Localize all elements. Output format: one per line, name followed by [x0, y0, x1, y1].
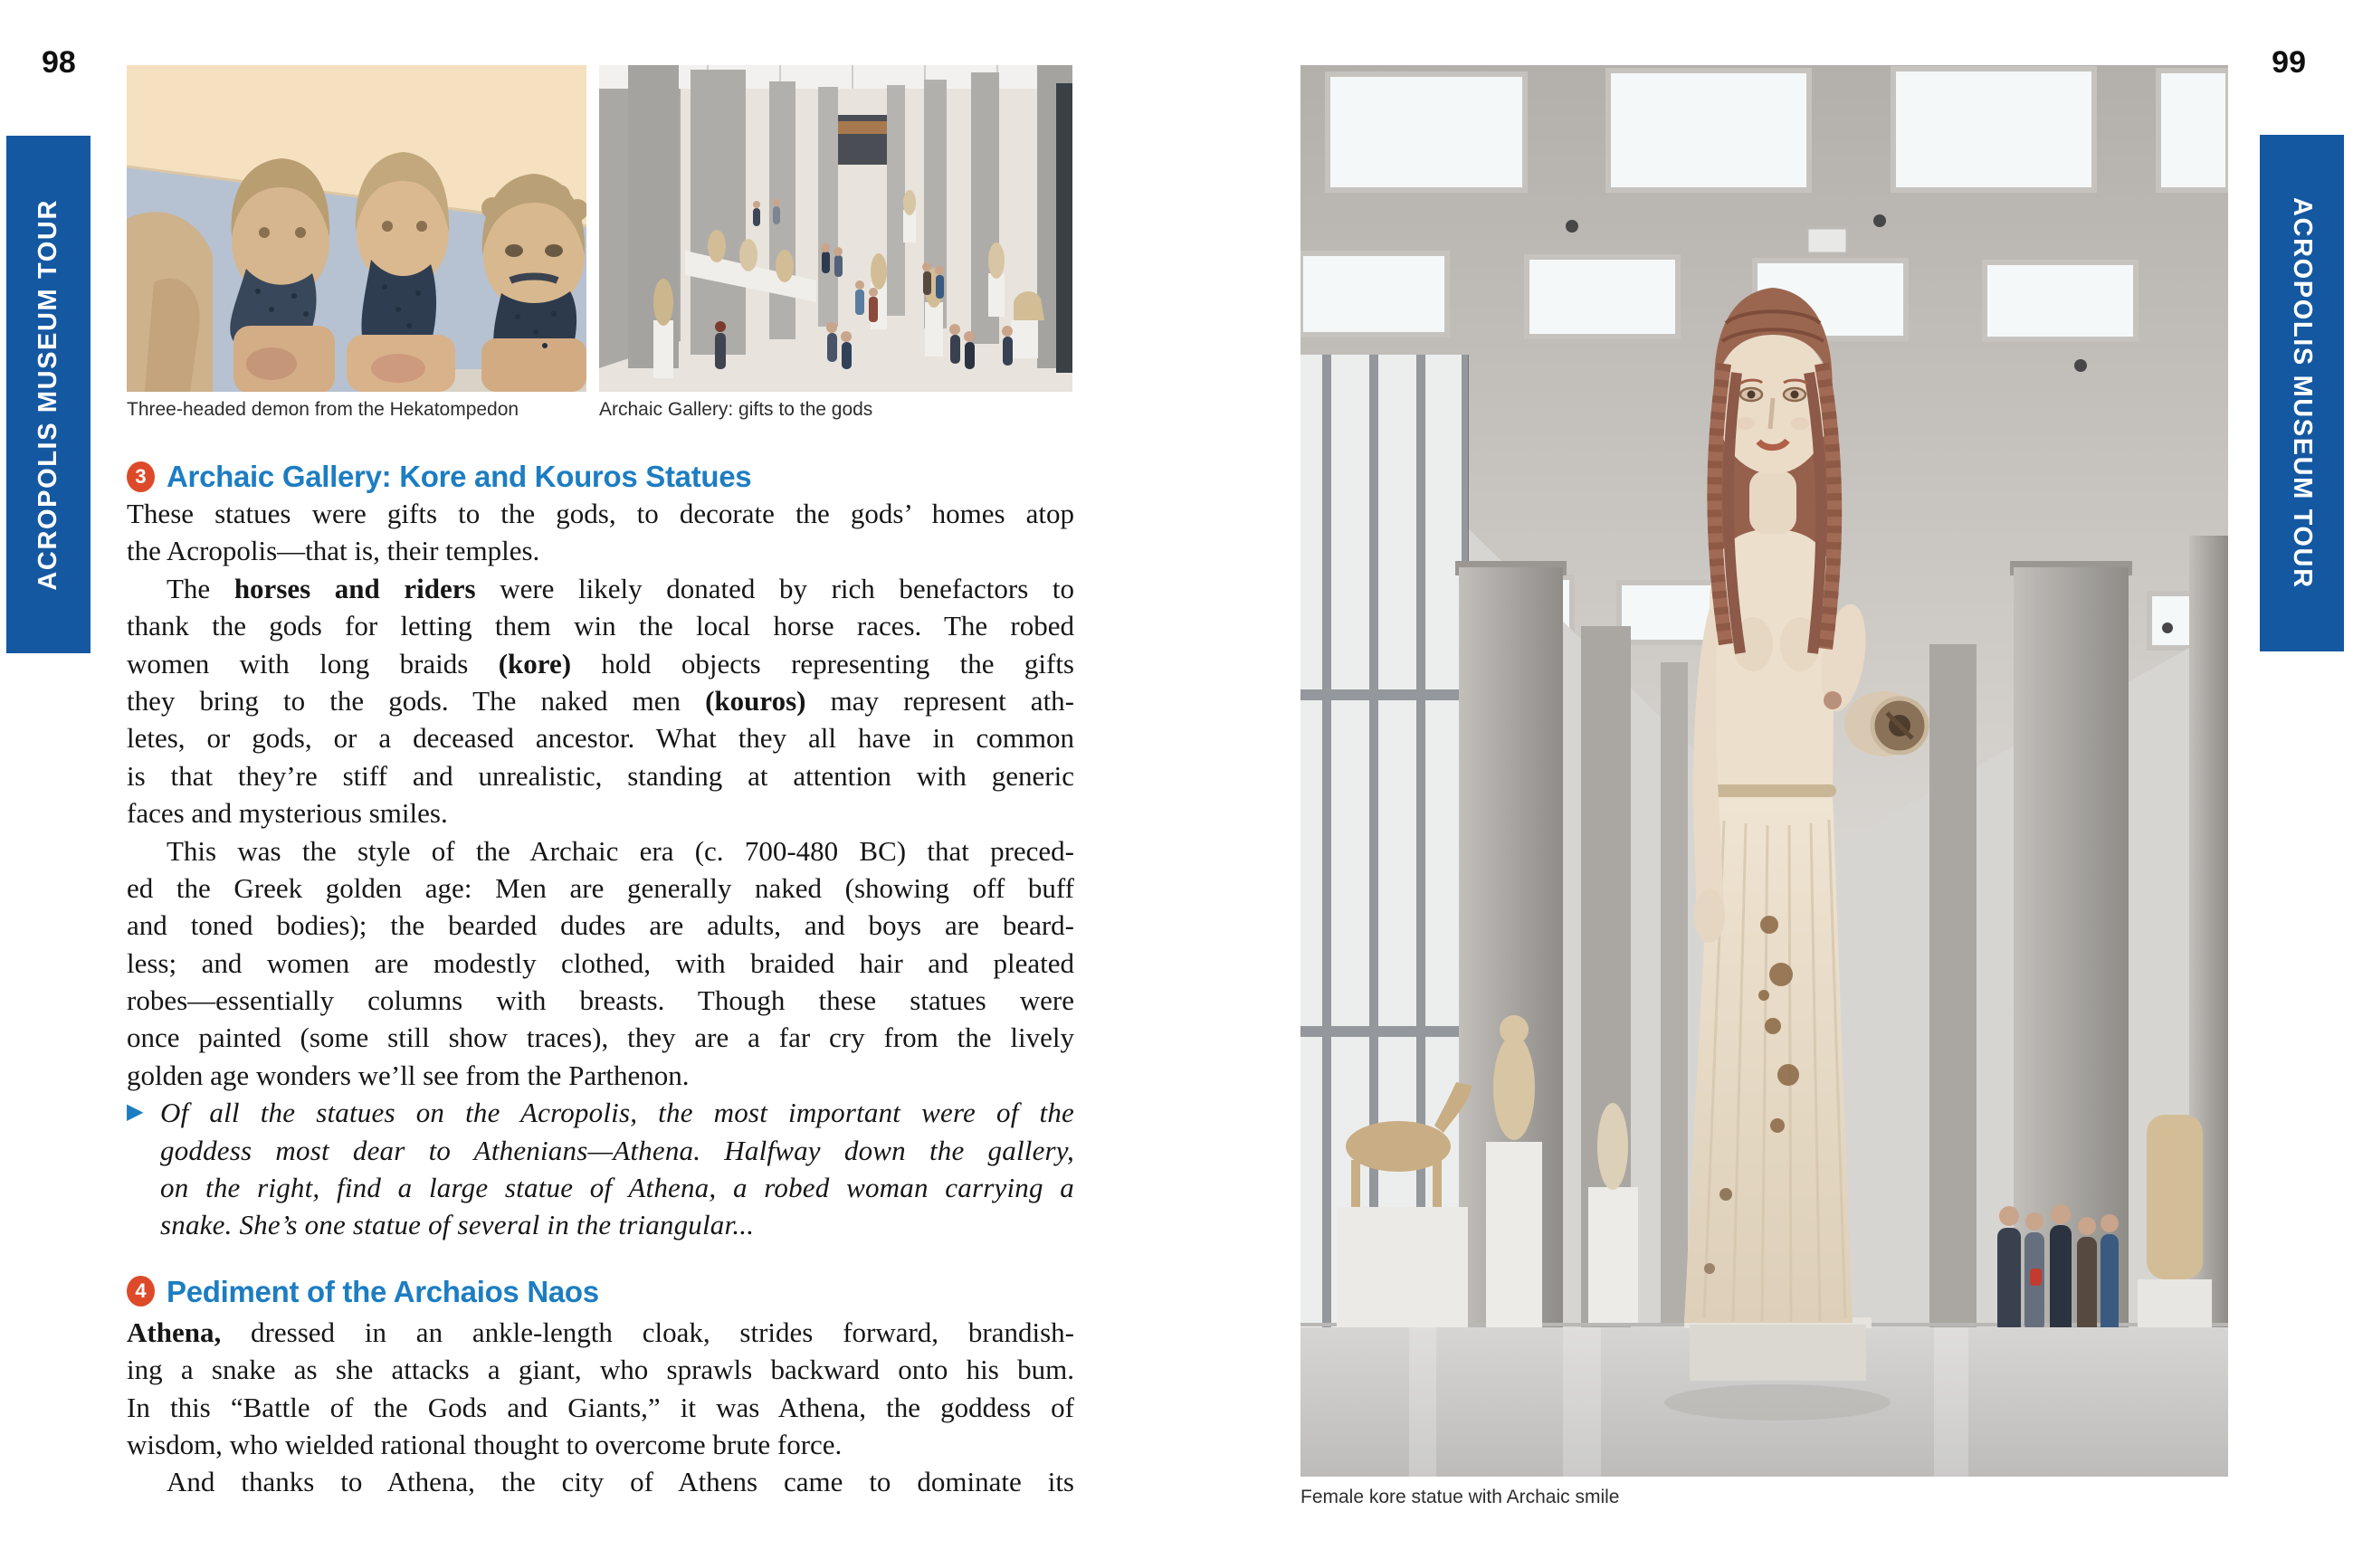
- body-line: ing a snake as she attacks a giant, who sprawls backward onto his bum.: [127, 1354, 1074, 1386]
- body-line: wisdom, who wielded rational thought to overcome brute force.: [127, 1428, 843, 1460]
- three-headed-demon-illustration: [127, 65, 586, 392]
- body-line: less; and women are modestly clothed, with braided hair and pleated: [127, 946, 1074, 979]
- section-title: Archaic Gallery: Kore and Kouros Statues: [167, 460, 752, 493]
- body-line: Athena, dressed in an ankle-length cloak, strides forward, brandish-: [127, 1316, 1074, 1348]
- body-line: robes—essentially columns with breasts. Though these statues were: [127, 984, 1074, 1017]
- body-line: on the right, find a large statue of Athena, a robed woman carrying a: [160, 1172, 1074, 1204]
- photo-three-headed-demon: [127, 65, 586, 392]
- walking-directions-note: [127, 1094, 1074, 1244]
- paragraph: [127, 495, 1074, 570]
- body-line: goddess most dear to Athenians—Athena. Halfway down the gallery,: [160, 1134, 1074, 1166]
- body-line: once painted (some still show traces), they are a far cry from the lively: [127, 1022, 1074, 1054]
- section-heading: [127, 458, 1074, 495]
- triangle-bullet-icon: ▶: [127, 1098, 144, 1125]
- body-line: The horses and riders were likely donated by rich benefactors to: [167, 572, 1074, 604]
- body-line: they bring to the gods. The naked men (kouros) may represent ath-: [127, 684, 1075, 717]
- page-number-left: 98: [42, 45, 76, 80]
- photo2-caption: Archaic Gallery: gifts to the gods: [599, 399, 873, 420]
- photo3-caption: Female kore statue with Archaic smile: [1300, 1487, 1620, 1507]
- paragraph: [127, 570, 1074, 832]
- chapter-tab-left-label: ACROPOLIS MUSEUM TOUR: [33, 198, 62, 591]
- body-line: women with long braids (kore) hold objects representing the gifts: [127, 647, 1074, 679]
- section-number-badge: 3: [127, 461, 155, 492]
- body-line: the Acropolis—that is, their temples.: [127, 535, 540, 567]
- body-line: faces and mysterious smiles.: [127, 797, 448, 830]
- chapter-tab-left: [6, 136, 90, 653]
- photo1-caption: Three-headed demon from the Hekatompedon: [127, 399, 519, 420]
- body-line: These statues were gifts to the gods, to decorate the gods’ homes atop: [127, 498, 1074, 529]
- chapter-tab-right-label: ACROPOLIS MUSEUM TOUR: [2288, 197, 2317, 589]
- archaic-gallery-illustration: [599, 65, 1072, 392]
- paragraph: [127, 1314, 1074, 1464]
- chapter-tab-right: [2260, 135, 2344, 651]
- page-number-right: 99: [2272, 45, 2306, 80]
- body-line: letes, or gods, or a deceased ancestor. What they all have in common: [127, 722, 1074, 755]
- body-line: ed the Greek golden age: Men are generally naked (showing off buff: [127, 871, 1074, 904]
- paragraph: [127, 832, 1074, 1095]
- section-number-badge: 4: [127, 1276, 155, 1307]
- body-line: and toned bodies); the bearded dudes are adults, and boys are beard-: [127, 909, 1074, 942]
- paragraph: [127, 1463, 1074, 1500]
- article-text-column: [127, 458, 1074, 1501]
- body-line: golden age wonders we’ll see from the Parthenon.: [127, 1059, 690, 1091]
- body-line: This was the style of the Archaic era (c. 700-480 BC) that preced-: [167, 834, 1074, 867]
- body-line: thank the gods for letting them win the local horse races. The robed: [127, 610, 1074, 642]
- body-line: In this “Battle of the Gods and Giants,” it was Athena, the goddess of: [127, 1391, 1074, 1423]
- kore-statue-illustration: [1300, 65, 2228, 1477]
- body-line: Of all the statues on the Acropolis, the most important were of the: [160, 1097, 1074, 1129]
- body-line: And thanks to Athena, the city of Athens came to dominate its: [167, 1466, 1074, 1498]
- photo-kore-statue: [1300, 65, 2228, 1477]
- section-title: Pediment of the Archaios Naos: [167, 1274, 599, 1308]
- body-line: is that they’re stiff and unrealistic, standing at attention with generic: [127, 759, 1074, 792]
- body-line: snake. She’s one statue of several in the triangular...: [160, 1209, 755, 1241]
- section-heading: [127, 1269, 1074, 1314]
- photo-archaic-gallery: [599, 65, 1072, 392]
